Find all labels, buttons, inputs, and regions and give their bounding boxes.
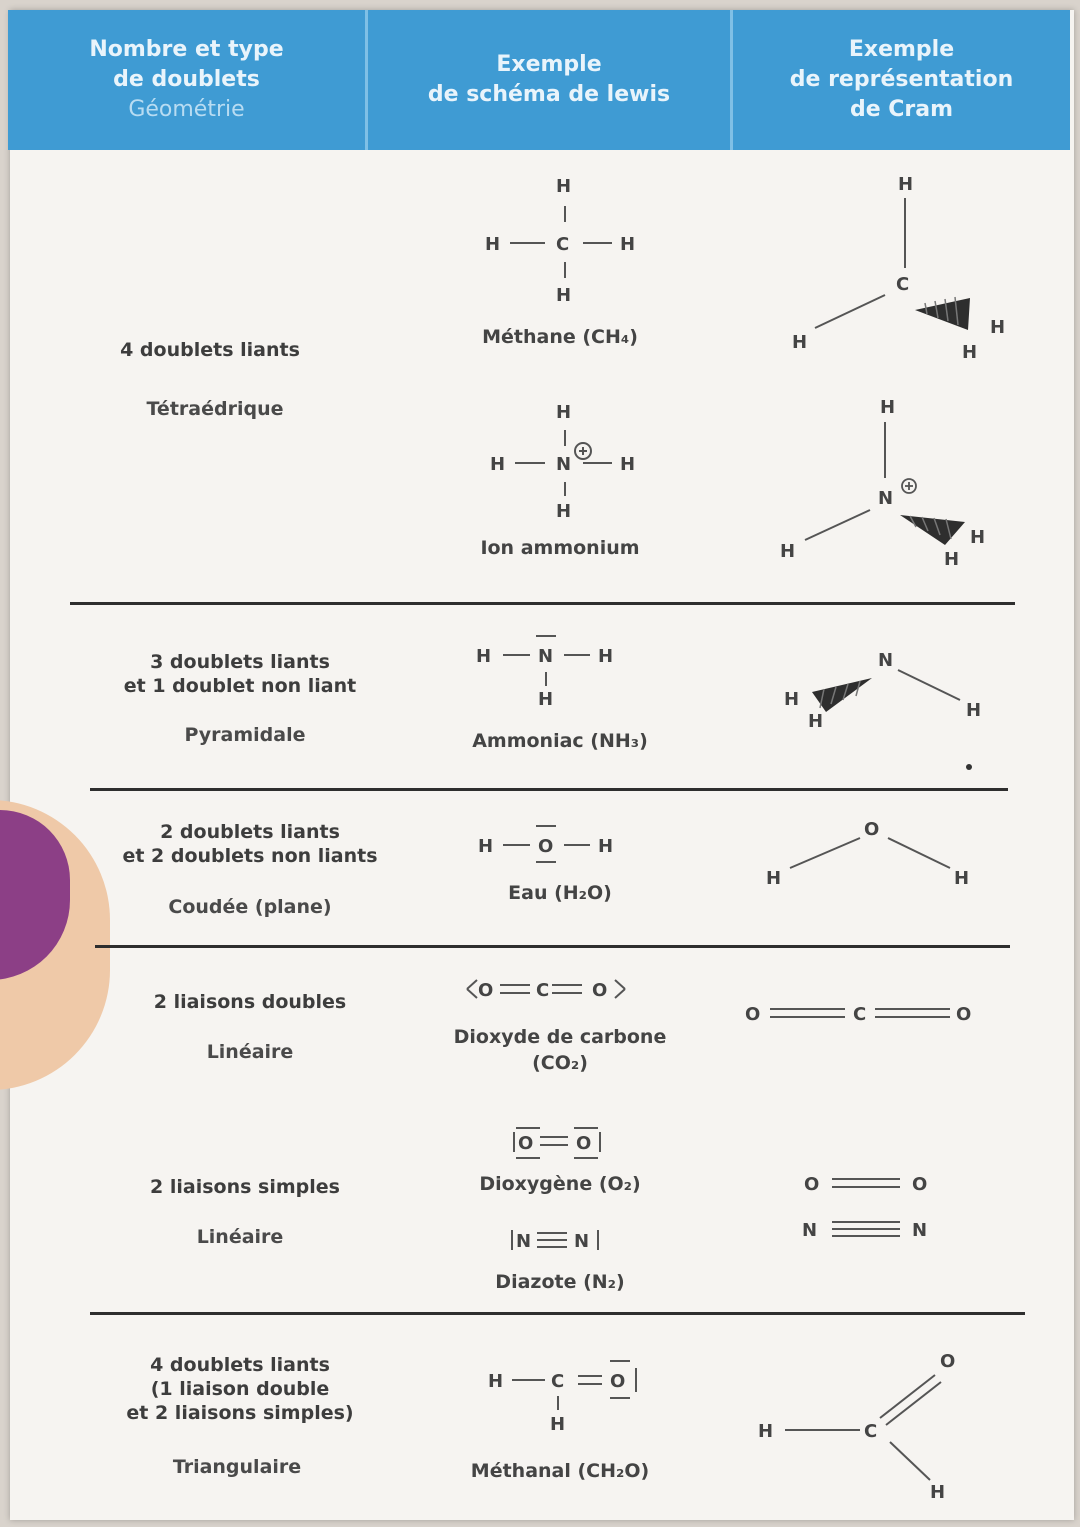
- atom-o: O: [940, 1351, 956, 1372]
- atom-c: C: [896, 274, 910, 295]
- header-col1-line1: Nombre et type: [89, 37, 284, 62]
- row6-label-line3: et 2 liaisons simples): [126, 1402, 354, 1424]
- header-col2-line2: de schéma de lewis: [427, 82, 671, 107]
- atom-n: N: [556, 454, 572, 475]
- atom-c: C: [551, 1371, 565, 1392]
- ammonium-cram-charge: [902, 479, 916, 493]
- header-col3-line3: de Cram: [849, 97, 954, 122]
- row1-geometry: Tétraédrique: [146, 398, 284, 420]
- atom-o: O: [745, 1004, 761, 1025]
- row6-geometry: Triangulaire: [172, 1456, 302, 1478]
- atom-h: H: [478, 836, 494, 857]
- row3-geometry: Coudée (plane): [168, 896, 332, 918]
- header-col2-line1: Exemple: [496, 52, 602, 77]
- row2-label-line2: et 1 doublet non liant: [123, 675, 357, 697]
- header-col3-line2: de représentation: [789, 67, 1014, 92]
- atom-n: N: [878, 488, 894, 509]
- atom-o: O: [864, 819, 880, 840]
- atom-h: H: [784, 689, 800, 710]
- atom-o: O: [610, 1371, 626, 1392]
- atom-h: H: [970, 527, 986, 548]
- atom-o: O: [538, 836, 554, 857]
- atom-h: H: [550, 1414, 566, 1435]
- atom-h: H: [490, 454, 506, 475]
- row4-geometry: Linéaire: [206, 1041, 294, 1063]
- atom-h: H: [954, 868, 970, 889]
- atom-h: H: [880, 397, 896, 418]
- atom-h: H: [758, 1421, 774, 1442]
- atom-h: H: [620, 234, 636, 255]
- atom-c: C: [864, 1421, 878, 1442]
- atom-n: N: [516, 1231, 532, 1252]
- example-methanal: Méthanal (CH₂O): [470, 1460, 650, 1482]
- atom-h: H: [808, 711, 824, 732]
- example-methane: Méthane (CH₄): [482, 326, 638, 348]
- row6-label-line1: 4 doublets liants: [150, 1354, 330, 1376]
- header-col1-line3: Géométrie: [128, 97, 245, 122]
- example-diazote: Diazote (N₂): [495, 1271, 625, 1293]
- atom-n: N: [912, 1220, 928, 1241]
- atom-n: N: [878, 650, 894, 671]
- atom-h: H: [556, 402, 572, 423]
- atom-h: H: [485, 234, 501, 255]
- atom-h: H: [990, 317, 1006, 338]
- atom-o: O: [478, 980, 494, 1001]
- atom-h: H: [598, 836, 614, 857]
- atom-h: H: [930, 1482, 946, 1503]
- atom-h: H: [538, 689, 554, 710]
- atom-c: C: [536, 980, 550, 1001]
- atom-h: H: [556, 501, 572, 522]
- row3-label-line2: et 2 doublets non liants: [122, 845, 378, 867]
- atom-h: H: [780, 541, 796, 562]
- atom-h: H: [792, 332, 808, 353]
- row1-label: 4 doublets liants: [120, 339, 300, 361]
- atom-h: H: [556, 285, 572, 306]
- row2-geometry: Pyramidale: [184, 724, 306, 746]
- row6-label-line2: (1 liaison double: [150, 1378, 330, 1400]
- atom-h: H: [898, 174, 914, 195]
- atom-c: C: [556, 234, 570, 255]
- example-dioxygene: Dioxygène (O₂): [479, 1173, 641, 1195]
- row2-label-line1: 3 doublets liants: [150, 651, 330, 673]
- example-ammoniac: Ammoniac (NH₃): [472, 730, 648, 752]
- atom-o: O: [956, 1004, 972, 1025]
- row5-label: 2 liaisons simples: [150, 1176, 340, 1198]
- row4-label: 2 liaisons doubles: [153, 991, 347, 1013]
- example-co2-line2: (CO₂): [532, 1052, 588, 1074]
- header-col3-line1: Exemple: [848, 37, 955, 62]
- atom-c: C: [853, 1004, 867, 1025]
- row5-geometry: Linéaire: [196, 1226, 284, 1248]
- atom-h: H: [620, 454, 636, 475]
- atom-h: H: [476, 646, 492, 667]
- example-co2-line1: Dioxyde de carbone: [453, 1026, 667, 1048]
- atom-o: O: [804, 1174, 820, 1195]
- atom-h: H: [766, 868, 782, 889]
- atom-h: H: [966, 700, 982, 721]
- example-ammonium: Ion ammonium: [480, 537, 640, 559]
- atom-n: N: [538, 646, 554, 667]
- atom-h: H: [556, 176, 572, 197]
- atom-h: H: [962, 342, 978, 363]
- atom-h: H: [488, 1371, 504, 1392]
- atom-o: O: [592, 980, 608, 1001]
- row3-label-line1: 2 doublets liants: [160, 821, 340, 843]
- atom-h: H: [598, 646, 614, 667]
- atom-o: O: [518, 1133, 534, 1154]
- atom-n: N: [574, 1231, 590, 1252]
- atom-o: O: [576, 1133, 592, 1154]
- atom-n: N: [802, 1220, 818, 1241]
- atom-o: O: [912, 1174, 928, 1195]
- example-eau: Eau (H₂O): [508, 882, 612, 904]
- header-col1-line2: de doublets: [113, 67, 260, 92]
- atom-h: H: [944, 549, 960, 570]
